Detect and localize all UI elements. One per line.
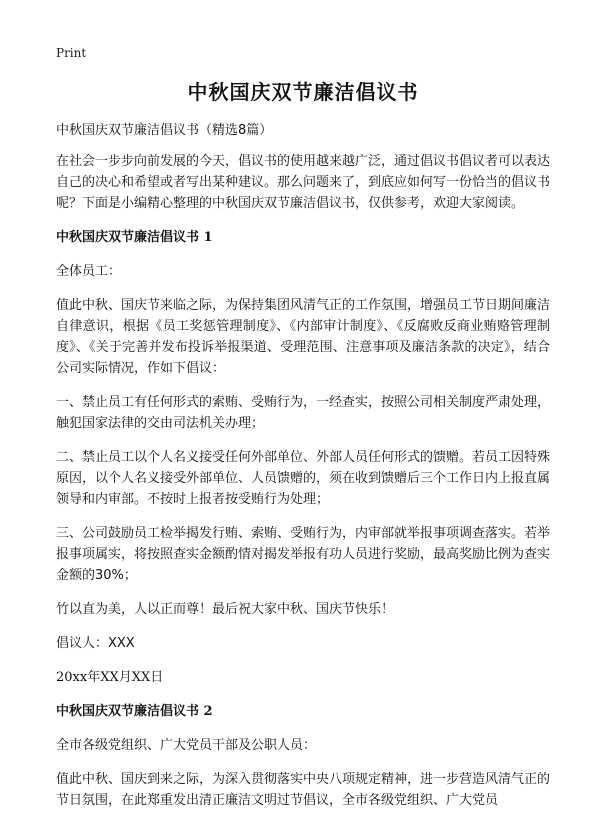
document-body (56, 120, 550, 811)
section-1-item-2: 二、禁止员工以个人名义接受任何外部单位、外部人员任何形式的馈赠。若员工因特殊原因，以个人名义接受外部单位、人员馈赠的，须在收到馈赠后三个工作日内上报直属领导和内审部。不按时上报者按受贿行为处理； (56, 450, 551, 507)
section-1-item-1: 一、禁止员工有任何形式的索贿、受贿行为，一经查实，按照公司相关制度严肃处理，触犯国家法律的交由司法机关办理； (56, 395, 551, 431)
print-label[interactable]: Print (56, 46, 87, 60)
section-1-salutation: 全体员工： (56, 264, 122, 279)
section-1-heading: 中秋国庆双节廉洁倡议书 1 (56, 230, 213, 245)
section-1-item-3: 三、公司鼓励员工检举揭发行贿、索贿、受贿行为，内审部就举报事项调查落实。若举报事项属实，将按照查实金额酌情对揭发举报有功人员进行奖励，最高奖励比例为查实金额的30%； (56, 526, 551, 583)
document-subtitle: 中秋国庆双节廉洁倡议书（精选8篇） (56, 123, 273, 138)
intro-paragraph: 在社会一步步向前发展的今天，倡议书的使用越来越广泛，通过倡议书倡议者可以表达自己的决心和希望或者写出某种建议。那么问题来了，到底应如何写一份恰当的倡议书呢？下面是小编精心整理的中秋国庆双节廉洁倡议书，仅供参考，欢迎大家阅读。 (56, 154, 551, 211)
section-2-heading: 中秋国庆双节廉洁倡议书 2 (56, 704, 213, 719)
section-2-salutation: 全市各级党组织、广大党员干部及公职人员： (56, 738, 317, 753)
section-1-paragraph: 值此中秋、国庆节来临之际，为保持集团风清气正的工作氛围，增强员工节日期间廉洁自律意识，根据《员工奖惩管理制度》、《内部审计制度》、《反腐败反商业贿赂管理制度》、《关于完善并发布投诉举报渠道、受理范围、注意事项及廉洁条款的决定》，结合公司实际情况，作如下倡议： (56, 298, 551, 376)
section-1-signer: 倡议人：XXX (56, 636, 135, 651)
section-2-paragraph: 值此中秋、国庆到来之际，为深入贯彻落实中央八项规定精神，进一步营造风清气正的节日氛围，在此郑重发出清正廉洁文明过节倡议，全市各级党组织、广大党员 (56, 772, 551, 808)
section-1-closing: 竹以直为美，人以正而尊！最后祝大家中秋、国庆节快乐！ (56, 602, 395, 617)
document-title: 中秋国庆双节廉洁倡议书 (187, 80, 419, 104)
section-1-date: 20xx年XX月XX日 (56, 670, 164, 685)
